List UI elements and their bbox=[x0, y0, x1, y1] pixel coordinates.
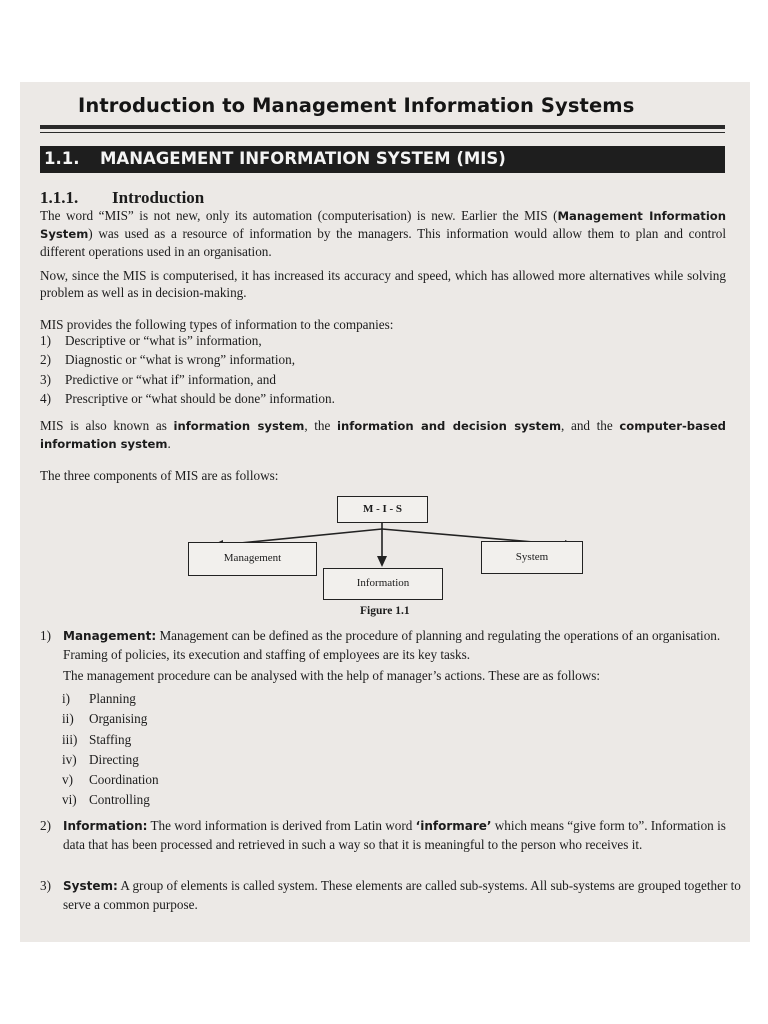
subsection-number: 1.1.1. bbox=[40, 188, 79, 207]
list-text: Directing bbox=[89, 751, 139, 767]
figure-caption: Figure 1.1 bbox=[360, 605, 410, 617]
textbook-page bbox=[20, 82, 750, 942]
subsection-title: Introduction bbox=[112, 188, 205, 207]
list-number: 1) bbox=[40, 333, 51, 348]
aka-text: . bbox=[167, 436, 171, 451]
component-body bbox=[63, 877, 748, 914]
component-number: 1) bbox=[40, 628, 51, 643]
intro-paragraph-3: MIS provides the following types of information to the companies: bbox=[40, 317, 394, 332]
aka-term: information system bbox=[173, 419, 305, 433]
component-text: A group of elements is called system. These elements are called sub-systems. All sub-systems are grouped together to serve a common purpose. bbox=[63, 878, 741, 912]
component-number: 2) bbox=[40, 818, 51, 833]
system-box: System bbox=[481, 541, 583, 574]
list-text: Diagnostic or “what is wrong” information, bbox=[65, 352, 295, 368]
list-item bbox=[62, 770, 159, 790]
latin-term: ‘informare’ bbox=[415, 819, 492, 833]
aka-term: computer-based information system bbox=[40, 419, 726, 451]
list-number: v) bbox=[62, 772, 73, 788]
mgmt-actions-list bbox=[62, 689, 159, 811]
list-item bbox=[62, 750, 159, 770]
list-number: ii) bbox=[62, 711, 74, 727]
component-label: Information: bbox=[63, 819, 148, 833]
list-number: 2) bbox=[40, 352, 51, 368]
list-item bbox=[62, 709, 159, 729]
section-title: MANAGEMENT INFORMATION SYSTEM (MIS) bbox=[100, 149, 506, 168]
list-number: i) bbox=[62, 691, 71, 706]
list-number: iii) bbox=[62, 731, 78, 747]
mis-diagram bbox=[20, 82, 750, 622]
component-label: System: bbox=[63, 879, 118, 893]
list-number: vi) bbox=[62, 792, 77, 808]
list-text: Descriptive or “what is” information, bbox=[65, 333, 262, 348]
intro-text: ) was used as a resource of information by the managers. This information would allow them to plan and control different operations used in an organisation. bbox=[40, 226, 726, 259]
management-box: Management bbox=[188, 542, 317, 576]
component-body bbox=[63, 627, 748, 664]
component-text: The word information is derived from Latin word bbox=[147, 818, 416, 833]
component-management bbox=[40, 627, 748, 664]
information-box: Information bbox=[323, 568, 443, 600]
list-item bbox=[62, 689, 159, 709]
book-title: Introduction to Management Information Systems bbox=[78, 94, 635, 117]
component-number: 3) bbox=[40, 878, 51, 893]
intro-paragraph-2: Now, since the MIS is computerised, it has increased its accuracy and speed, which has allowed more alternatives while solving problem as well as in decision-making. bbox=[40, 268, 726, 300]
component-text: Management can be defined as the procedure of planning and regulating the operations of an organisation. Framing of policies, its execution and staffing of employees are its key tasks. bbox=[63, 628, 721, 662]
list-text: Organising bbox=[89, 711, 148, 727]
section-number: 1.1. bbox=[44, 149, 80, 168]
aka-text: MIS is also known as bbox=[40, 418, 174, 433]
component-information bbox=[40, 817, 748, 854]
list-item bbox=[62, 790, 159, 810]
intro-text: The word “MIS” is not new, only its automation (computerisation) is new. Earlier the MIS ( bbox=[40, 208, 558, 223]
mis-box: M - I - S bbox=[337, 496, 428, 523]
list-text: Prescriptive or “what should be done” information. bbox=[65, 391, 335, 407]
list-text: Predictive or “what if” information, and bbox=[65, 371, 276, 387]
aka-text: , and the bbox=[561, 418, 620, 433]
list-text: Controlling bbox=[89, 792, 150, 808]
component-text: which means “give form to”. Information is data that has been processed and retrieved in such a way so that it is meaningful to the person who receives it. bbox=[63, 818, 726, 852]
list-item bbox=[62, 730, 159, 750]
components-intro: The three components of MIS are as follows: bbox=[40, 468, 279, 483]
list-number: 3) bbox=[40, 371, 51, 387]
list-text: Staffing bbox=[89, 731, 132, 747]
list-text: Coordination bbox=[89, 772, 159, 788]
list-text: Planning bbox=[89, 691, 136, 706]
list-number: iv) bbox=[62, 751, 77, 767]
component-label: Management: bbox=[63, 629, 157, 643]
component-body bbox=[63, 817, 748, 854]
arrowhead-information bbox=[377, 556, 387, 567]
intro-bold-term: Management Information System bbox=[40, 209, 727, 241]
mgmt-actions-intro: The management procedure can be analysed with the help of manager’s actions. These are as follows: bbox=[63, 668, 601, 683]
component-system bbox=[40, 877, 748, 914]
list-number: 4) bbox=[40, 391, 51, 407]
aka-term: information and decision system bbox=[337, 419, 562, 433]
aka-text: , the bbox=[304, 418, 338, 433]
